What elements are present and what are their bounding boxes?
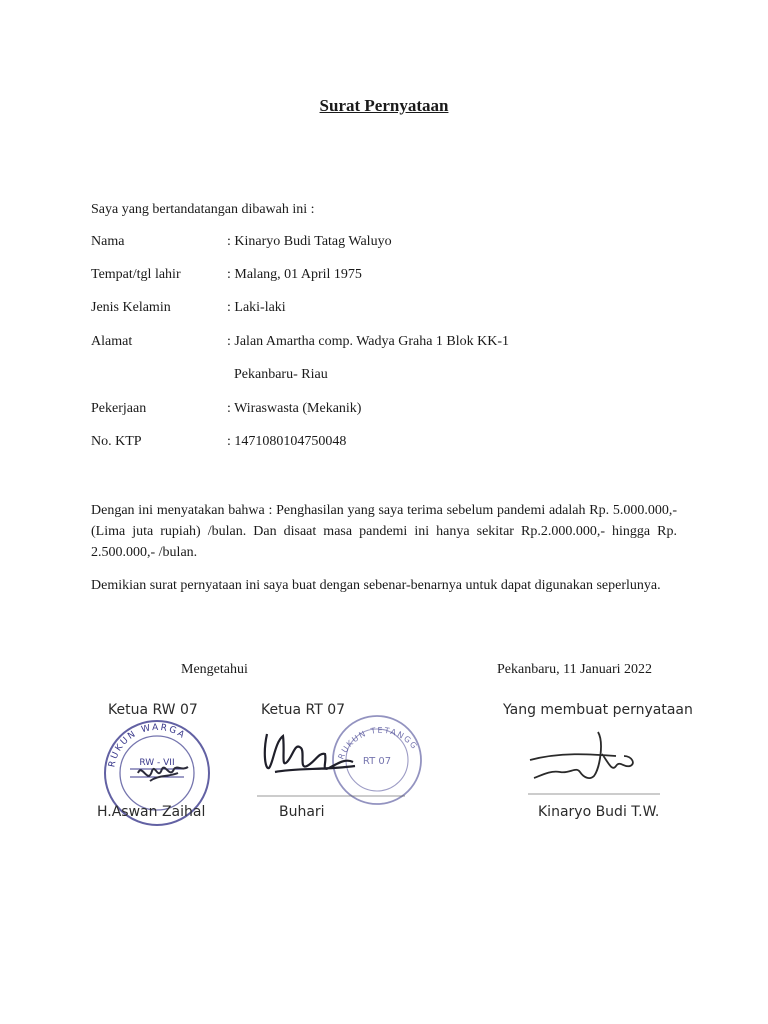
rw-role-label: Ketua RW 07 [108,702,198,718]
rt-stamp-text: RUKUN TETANGGA [251,705,420,761]
place-date: Pekanbaru, 11 Januari 2022 [497,662,652,677]
intro-text: Saya yang bertandatangan dibawah ini : [91,202,315,217]
field-row-address-line2 [91,367,691,385]
field-value: : Jalan Amartha comp. Wadya Graha 1 Blok KK-1 [227,334,510,349]
field-value: : Kinaryo Budi Tatag Waluyo [227,234,392,249]
field-row-gender [91,300,691,318]
field-row-birth [91,267,691,285]
field-row-ktp [91,434,691,452]
statement-paragraph: Dengan ini menyatakan bahwa : Penghasilan yang saya terima sebelum pandemi adalah Rp. 5.000.000,- (Lima juta rupiah) /bulan. Dan disaat masa pandemi ini hanya sekitar Rp.2.000.000,- hingga Rp. 2.500.000,- /bulan. [91,503,677,560]
field-value: : 1471080104750048 [227,434,347,449]
declarant-name: Kinaryo Budi T.W. [538,804,660,820]
field-value: Pekanbaru- Riau [234,367,328,382]
document-title: Surat Pernyataan [319,96,449,115]
field-label: Nama [91,234,125,249]
rt-role-label: Ketua RT 07 [261,702,346,718]
acknowledged-label: Mengetahui [181,662,248,677]
rw-name: H.Aswan Zaihal [97,804,206,820]
field-value: : Wiraswasta (Mekanik) [227,401,362,416]
field-row-occupation [91,401,691,419]
field-label: Pekerjaan [91,401,147,416]
rt-name: Buhari [279,804,325,820]
rw-stamp-code: RW - VII [139,758,175,768]
field-value: : Laki-laki [227,300,286,315]
closing-paragraph: Demikian surat pernyataan ini saya buat dengan sebenar-benarnya untuk dapat digunakan seperlunya. [91,578,661,593]
declarant-role-label: Yang membuat pernyataan [503,702,693,718]
rt-stamp-code: RT 07 [362,756,392,767]
field-row-address [91,334,691,352]
field-label: No. KTP [91,434,142,449]
field-label: Jenis Kelamin [91,300,171,315]
field-label: Tempat/tgl lahir [91,267,181,282]
rw-stamp-text: RUKUN WARGA [107,722,188,769]
field-label: Alamat [91,334,133,349]
declarant-signature [520,722,670,802]
field-value: : Malang, 01 April 1975 [227,267,362,282]
field-row-nama [91,234,691,252]
